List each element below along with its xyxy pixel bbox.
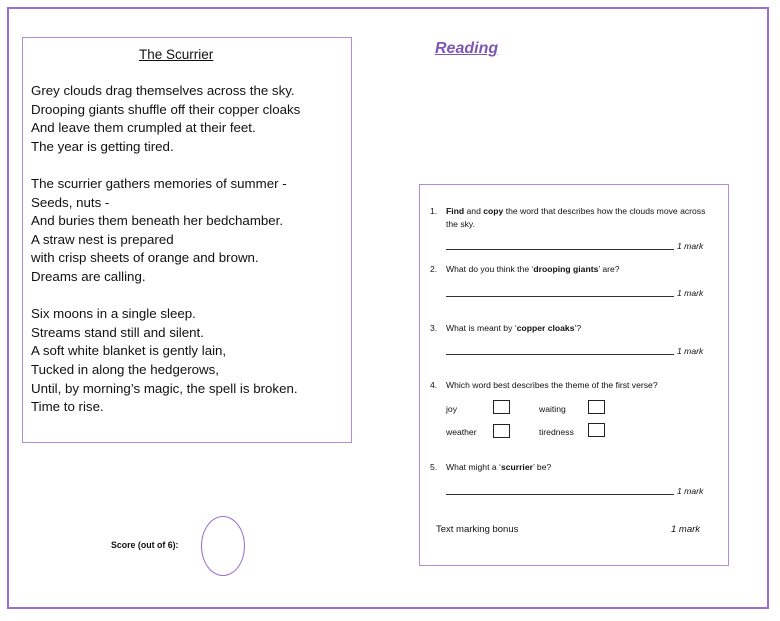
poem-line: Dreams are calling. xyxy=(31,268,146,284)
bonus-label: Text marking bonus xyxy=(436,524,519,535)
option-label: weather xyxy=(446,427,477,437)
poem-title: The Scurrier xyxy=(139,47,214,62)
answer-line-3[interactable] xyxy=(446,354,674,355)
poem-line: Seeds, nuts - xyxy=(31,194,110,210)
text-fragment: What is meant by ‘ xyxy=(446,323,517,333)
option-label: joy xyxy=(446,404,457,414)
option-label: waiting xyxy=(539,404,566,414)
text-fragment: the word that describes how the clouds move across the sky. xyxy=(446,206,706,229)
mark-label: 1 mark xyxy=(677,346,704,356)
stanza-2 xyxy=(31,175,300,287)
question-text xyxy=(446,263,716,276)
poem-line: Tucked in along the hedgerows, xyxy=(31,361,220,377)
poem-line: with crisp sheets of orange and brown. xyxy=(31,250,259,266)
score-label: Score (out of 6): xyxy=(111,540,179,550)
poem-line: Grey clouds drag themselves across the sky. xyxy=(31,83,295,98)
questions-box xyxy=(419,184,729,566)
checkbox-waiting[interactable] xyxy=(588,400,605,414)
poem-line: Until, by morning’s magic, the spell is broken. xyxy=(31,380,298,396)
question-number: 5. xyxy=(430,462,438,472)
answer-line-5[interactable] xyxy=(446,494,674,495)
text-fragment: What do you think the ‘ xyxy=(446,264,534,274)
reading-heading: Reading xyxy=(435,40,499,57)
poem-line: Streams stand still and silent. xyxy=(31,324,204,340)
text-fragment: and xyxy=(464,206,484,216)
poem-line: The scurrier gathers memories of summer - xyxy=(31,175,287,191)
stanza-1 xyxy=(31,82,300,156)
score-oval[interactable] xyxy=(201,516,245,576)
poem-line: And leave them crumpled at their feet. xyxy=(31,120,256,136)
poem-line: And buries them beneath her bedchamber. xyxy=(31,213,284,229)
question-text xyxy=(446,461,716,474)
question-number: 3. xyxy=(430,323,438,333)
question-number: 2. xyxy=(430,264,438,274)
question-text xyxy=(446,322,716,335)
emphasis: drooping giants xyxy=(533,264,599,274)
answer-line-2[interactable] xyxy=(446,296,674,297)
mark-label: 1 mark xyxy=(677,486,704,496)
poem-line: A soft white blanket is gently lain, xyxy=(31,343,227,359)
checkbox-weather[interactable] xyxy=(493,424,510,438)
checkbox-joy[interactable] xyxy=(493,400,510,414)
mark-label: 1 mark xyxy=(677,241,704,251)
poem-line: Drooping giants shuffle off their copper cloaks xyxy=(31,101,301,117)
poem-line: Time to rise. xyxy=(31,399,104,415)
poem-line: A straw nest is prepared xyxy=(31,231,174,247)
emphasis: copper cloaks xyxy=(516,323,575,333)
stanza-3 xyxy=(31,305,300,417)
text-fragment: ’? xyxy=(574,323,582,333)
question-text xyxy=(446,205,716,230)
answer-line-1[interactable] xyxy=(446,249,674,250)
poem-text xyxy=(31,82,300,435)
emphasis: copy xyxy=(483,206,504,216)
checkbox-tiredness[interactable] xyxy=(588,423,605,437)
bonus-mark: 1 mark xyxy=(671,524,701,535)
emphasis: scurrier xyxy=(500,462,533,472)
question-text: Which word best describes the theme of the first verse? xyxy=(446,380,658,390)
question-number: 1. xyxy=(430,206,438,216)
text-fragment: ’ be? xyxy=(532,462,552,472)
mark-label: 1 mark xyxy=(677,288,704,298)
question-number: 4. xyxy=(430,380,438,390)
emphasis: Find xyxy=(446,206,465,216)
text-fragment: What might a ‘ xyxy=(446,462,501,472)
option-label: tiredness xyxy=(539,427,574,437)
poem-box xyxy=(22,37,352,443)
poem-line: The year is getting tired. xyxy=(31,138,174,154)
poem-line: Six moons in a single sleep. xyxy=(31,306,196,322)
text-fragment: ’ are? xyxy=(598,264,620,274)
